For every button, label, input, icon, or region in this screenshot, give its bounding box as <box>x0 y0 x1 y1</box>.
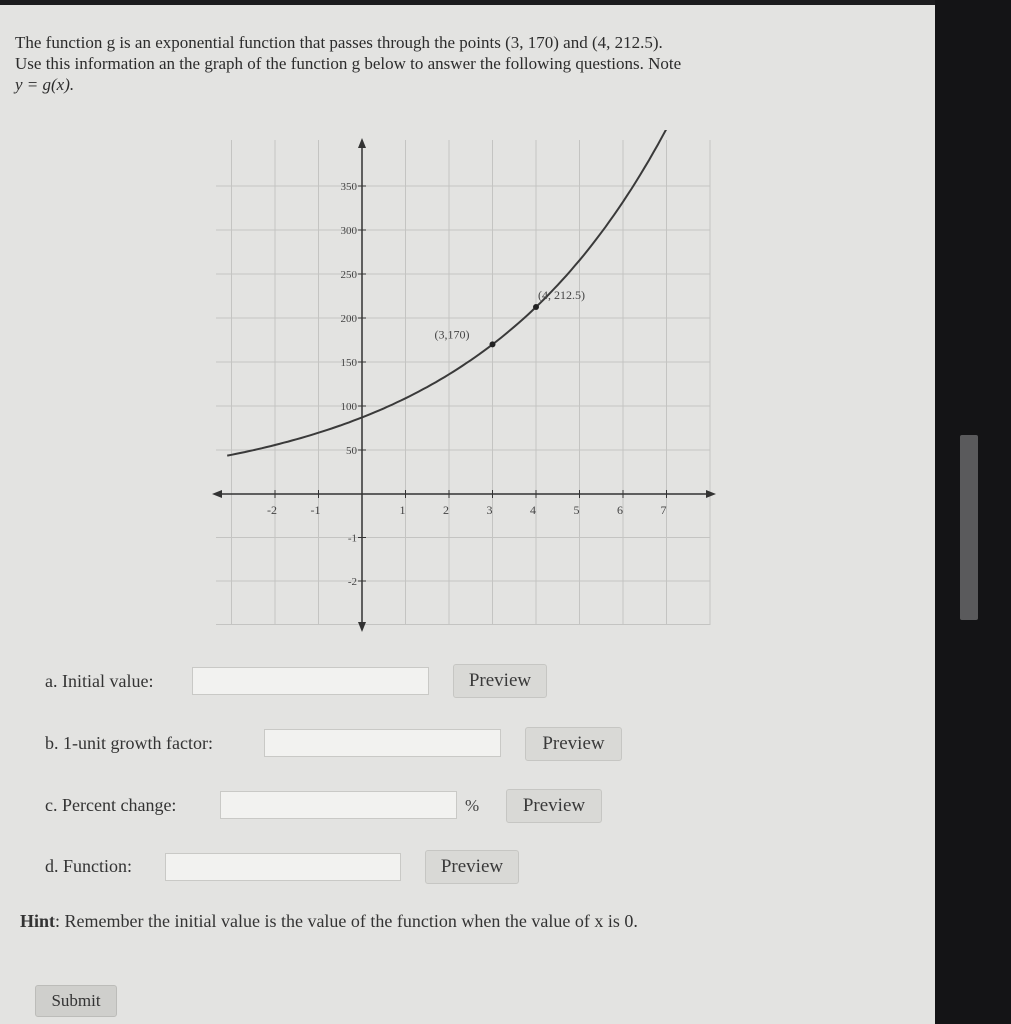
x-tick-label: -1 <box>310 503 321 517</box>
x-tick-label: 3 <box>486 503 493 517</box>
y-axis-arrow-down <box>358 622 366 632</box>
data-point <box>533 304 539 310</box>
x-tick-label: -2 <box>267 503 277 517</box>
x-tick-label: 4 <box>530 503 536 517</box>
growth-factor-input[interactable] <box>264 729 501 757</box>
y-tick-label: -2 <box>347 576 357 588</box>
initial-value-input[interactable] <box>192 667 429 695</box>
initial-value-label: a. Initial value: <box>45 671 154 691</box>
x-tick-label: 2 <box>443 503 449 517</box>
prompt-line-1: The function g is an exponential function that passes through the points (3, 170) and (4, 212.5). <box>15 33 663 52</box>
function-graph <box>210 130 720 640</box>
function-label: d. Function: <box>45 856 133 876</box>
y-tick-label: 250 <box>340 269 357 281</box>
preview-function-button[interactable]: Preview <box>425 850 519 884</box>
x-axis-arrow-right <box>706 490 716 498</box>
hint-heading: Hint <box>20 911 56 931</box>
data-point-label: (4, 212.5) <box>538 288 585 302</box>
y-tick-label: -1 <box>347 532 357 545</box>
data-point-label: (3,170) <box>434 327 470 342</box>
growth-factor-label: b. 1-unit growth factor: <box>45 733 213 753</box>
y-tick-label: 100 <box>340 401 357 413</box>
preview-percent-change-button[interactable]: Preview <box>506 789 602 823</box>
hint-text <box>20 911 638 932</box>
preview-initial-value-button[interactable]: Preview <box>453 664 547 698</box>
percent-change-label: c. Percent change: <box>45 795 177 815</box>
y-tick-label: 50 <box>346 445 357 457</box>
function-input[interactable] <box>165 853 401 881</box>
problem-statement <box>15 32 915 95</box>
y-tick-label: 150 <box>340 357 357 369</box>
prompt-line-3: y = g(x). <box>15 75 75 94</box>
y-tick-label: 300 <box>340 225 357 237</box>
preview-growth-factor-button[interactable]: Preview <box>525 727 622 761</box>
percent-change-input[interactable] <box>220 791 457 819</box>
hint-body: : Remember the initial value is the value of the function when the value of x is 0. <box>55 911 638 931</box>
percent-sign: % <box>465 796 480 815</box>
x-axis-arrow-left <box>212 490 222 498</box>
x-tick-label: 5 <box>573 503 580 517</box>
scrollbar-thumb[interactable] <box>960 435 978 620</box>
page <box>0 5 936 1024</box>
x-tick-label: 6 <box>617 503 623 517</box>
y-axis-arrow-up <box>358 138 366 148</box>
prompt-line-2: Use this information an the graph of the function g below to answer the following questions. Note <box>15 54 682 73</box>
y-tick-label: 350 <box>340 181 357 193</box>
x-tick-label: 1 <box>399 503 406 517</box>
x-tick-label: 7 <box>660 503 667 517</box>
y-tick-label: 200 <box>340 313 357 325</box>
data-point <box>490 341 496 347</box>
submit-button[interactable]: Submit <box>35 985 117 1017</box>
